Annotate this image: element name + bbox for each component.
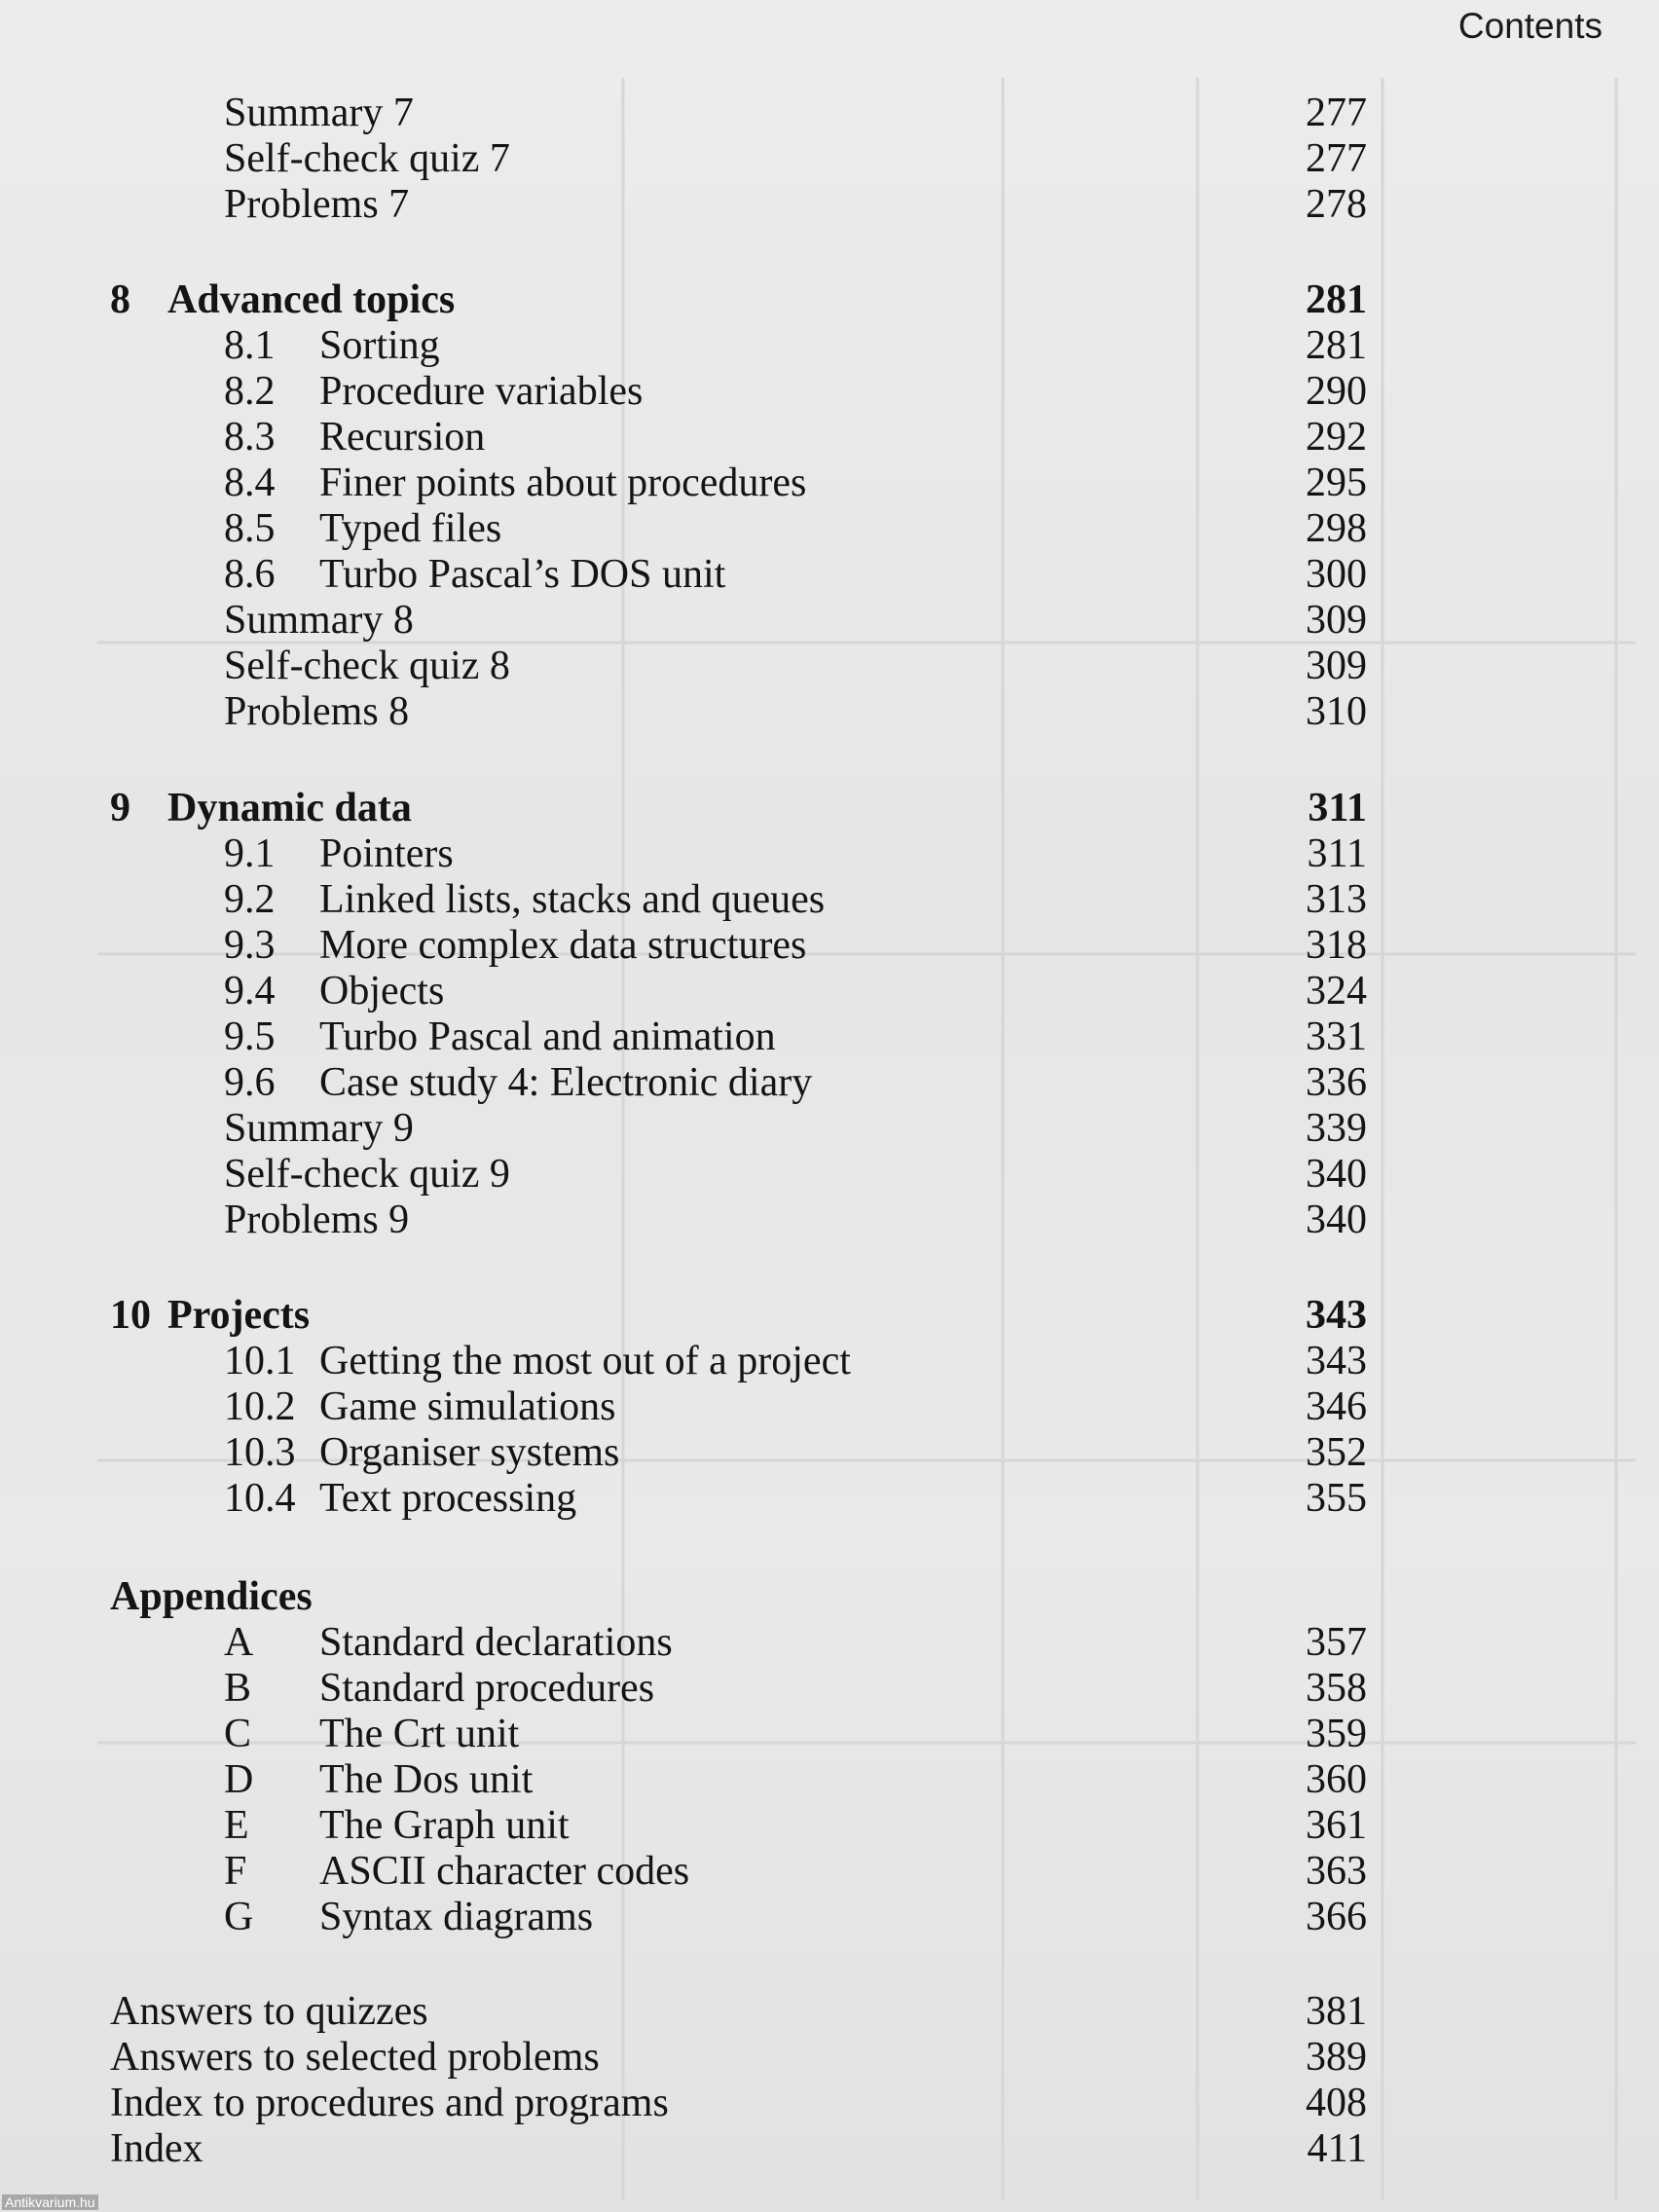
- toc-entry-page-number: 363: [1306, 1849, 1367, 1894]
- toc-entry-number: 10.2: [224, 1384, 296, 1429]
- toc-chapter-entry: [0, 276, 1659, 323]
- toc-chapter-entry: [0, 1292, 1659, 1339]
- toc-entry-number: 8.2: [224, 369, 276, 414]
- toc-entry-number: 9: [110, 786, 130, 830]
- toc-entry-page-number: 290: [1306, 369, 1367, 414]
- toc-entry-title: Self-check quiz 9: [224, 1152, 510, 1197]
- toc-entry-number: 9.4: [224, 969, 276, 1014]
- toc-section-entry: [0, 1429, 1659, 1476]
- toc-entry: [0, 135, 1659, 182]
- toc-appendix-entry: [0, 1756, 1659, 1803]
- toc-entry-number: 8.1: [224, 323, 276, 368]
- toc-entry-number: 8.3: [224, 415, 276, 460]
- toc-chapter-entry: [0, 1573, 1659, 1620]
- toc-section-entry: [0, 505, 1659, 552]
- toc-entry-number: 9.2: [224, 877, 276, 922]
- toc-entry-title: Text processing: [319, 1476, 577, 1521]
- toc-entry-title: Dynamic data: [167, 786, 412, 830]
- toc-entry-title: Projects: [167, 1293, 311, 1338]
- toc-entry-title: Objects: [319, 969, 445, 1014]
- toc-entry-page-number: 311: [1307, 831, 1367, 876]
- toc-entry-page-number: 359: [1306, 1712, 1367, 1756]
- toc-entry-page-number: 357: [1306, 1620, 1367, 1665]
- toc-entry-number: A: [224, 1620, 254, 1665]
- toc-entry-page-number: 313: [1306, 877, 1367, 922]
- toc-entry-number: 10.1: [224, 1339, 296, 1383]
- toc-entry-number: C: [224, 1712, 252, 1756]
- toc-entry-title: Summary 9: [224, 1106, 414, 1151]
- toc-entry-title: Appendices: [110, 1574, 313, 1619]
- toc-entry-title: Getting the most out of a project: [319, 1339, 851, 1383]
- toc-section-entry: [0, 1059, 1659, 1106]
- toc-entry-page-number: 292: [1306, 415, 1367, 460]
- toc-entry-number: G: [224, 1895, 254, 1939]
- toc-entry-page-number: 281: [1306, 323, 1367, 368]
- toc-entry-title: Answers to quizzes: [110, 1989, 428, 2034]
- toc-entry-page-number: 298: [1306, 506, 1367, 551]
- toc-entry-page-number: 281: [1306, 277, 1367, 322]
- toc-entry-page-number: 311: [1308, 786, 1367, 830]
- toc-entry-page-number: 309: [1306, 644, 1367, 688]
- toc-entry-page-number: 336: [1306, 1060, 1367, 1105]
- toc-entry-number: 8: [110, 277, 130, 322]
- toc-entry-page-number: 343: [1306, 1293, 1367, 1338]
- toc-entry-page-number: 411: [1307, 2126, 1367, 2171]
- toc-entry-title: Pointers: [319, 831, 454, 876]
- toc-entry-page-number: 352: [1306, 1430, 1367, 1475]
- toc-appendix-entry: [0, 1665, 1659, 1712]
- toc-entry-number: 8.5: [224, 506, 276, 551]
- toc-entry-page-number: 277: [1306, 136, 1367, 181]
- running-header: Contents: [1457, 6, 1603, 46]
- toc-entry-title: Organiser systems: [319, 1430, 620, 1475]
- toc-entry-page-number: 277: [1306, 91, 1367, 135]
- toc-appendix-entry: [0, 1894, 1659, 1940]
- toc-section-entry: [0, 1383, 1659, 1430]
- toc-entry-number: 9.1: [224, 831, 276, 876]
- toc-entry-page-number: 340: [1306, 1198, 1367, 1242]
- toc-entry-number: F: [224, 1849, 247, 1894]
- toc-entry-title: Index to procedures and programs: [110, 2081, 669, 2125]
- toc-entry-title: Turbo Pascal and animation: [319, 1014, 776, 1059]
- toc-entry-number: 9.3: [224, 923, 276, 968]
- toc-entry: [0, 643, 1659, 689]
- toc-section-entry: [0, 1338, 1659, 1384]
- toc-entry-title: Self-check quiz 7: [224, 136, 510, 181]
- toc-entry-title: Standard procedures: [319, 1666, 655, 1711]
- toc-entry-title: The Graph unit: [319, 1803, 570, 1848]
- toc-entry-number: 10: [110, 1293, 151, 1338]
- toc-entry-page-number: 361: [1306, 1803, 1367, 1848]
- toc-entry-title: Summary 8: [224, 598, 414, 643]
- toc-appendix-entry: [0, 1619, 1659, 1666]
- toc-entry-page-number: 324: [1306, 969, 1367, 1014]
- toc-section-entry: [0, 414, 1659, 461]
- toc-section-entry: [0, 1014, 1659, 1060]
- toc-entry-title: Summary 7: [224, 91, 414, 135]
- toc-entry-page-number: 318: [1306, 923, 1367, 968]
- toc-entry-title: Typed files: [319, 506, 502, 551]
- toc-entry-page-number: 278: [1306, 182, 1367, 227]
- toc-entry-title: Sorting: [319, 323, 440, 368]
- toc-entry-title: Recursion: [319, 415, 486, 460]
- toc-entry-title: Procedure variables: [319, 369, 644, 414]
- toc-entry-title: Linked lists, stacks and queues: [319, 877, 826, 922]
- toc-entry-page-number: 408: [1306, 2081, 1367, 2125]
- toc-entry-number: E: [224, 1803, 249, 1848]
- toc-entry-page-number: 381: [1306, 1989, 1367, 2034]
- toc-entry-page-number: 343: [1306, 1339, 1367, 1383]
- toc-entry-title: The Dos unit: [319, 1757, 534, 1802]
- toc-entry-title: Standard declarations: [319, 1620, 673, 1665]
- toc-appendix-entry: [0, 1802, 1659, 1849]
- toc-entry: [0, 1988, 1659, 2035]
- toc-entry-number: 10.3: [224, 1430, 296, 1475]
- toc-entry-title: Index: [110, 2126, 203, 2171]
- toc-entry: [0, 688, 1659, 735]
- toc-entry-title: Syntax diagrams: [319, 1895, 594, 1939]
- toc-entry-number: 9.5: [224, 1014, 276, 1059]
- toc-entry-page-number: 340: [1306, 1152, 1367, 1197]
- toc-entry-page-number: 300: [1306, 552, 1367, 597]
- toc-entry-number: 8.6: [224, 552, 276, 597]
- toc-entry-page-number: 309: [1306, 598, 1367, 643]
- toc-entry-page-number: 389: [1306, 2035, 1367, 2080]
- toc-section-entry: [0, 368, 1659, 415]
- toc-entry-number: 8.4: [224, 461, 276, 505]
- toc-entry-title: Game simulations: [319, 1384, 616, 1429]
- toc-entry-page-number: 355: [1306, 1476, 1367, 1521]
- toc-entry: [0, 1151, 1659, 1198]
- toc-entry-page-number: 358: [1306, 1666, 1367, 1711]
- toc-appendix-entry: [0, 1848, 1659, 1895]
- toc-entry-number: 10.4: [224, 1476, 296, 1521]
- toc-entry-title: Turbo Pascal’s DOS unit: [319, 552, 726, 597]
- toc-entry-title: Advanced topics: [167, 277, 456, 322]
- toc-entry-title: ASCII character codes: [319, 1849, 690, 1894]
- toc-entry: [0, 90, 1659, 136]
- toc-entry-number: B: [224, 1666, 252, 1711]
- toc-entry-page-number: 339: [1306, 1106, 1367, 1151]
- toc-entry-title: Problems 7: [224, 182, 410, 227]
- toc-section-entry: [0, 1475, 1659, 1522]
- toc-entry-page-number: 366: [1306, 1895, 1367, 1939]
- toc-entry-title: Case study 4: Electronic diary: [319, 1060, 813, 1105]
- toc-entry-title: Finer points about procedures: [319, 461, 807, 505]
- toc-appendix-entry: [0, 1711, 1659, 1757]
- toc-chapter-entry: [0, 785, 1659, 831]
- toc-entry-title: Problems 8: [224, 689, 410, 734]
- toc-entry-title: The Crt unit: [319, 1712, 520, 1756]
- toc-section-entry: [0, 322, 1659, 369]
- toc-entry-page-number: 331: [1306, 1014, 1367, 1059]
- toc-entry-title: Problems 9: [224, 1198, 410, 1242]
- toc-entry: [0, 2125, 1659, 2172]
- toc-entry-page-number: 295: [1306, 461, 1367, 505]
- toc-entry-title: Answers to selected problems: [110, 2035, 600, 2080]
- toc-entry: [0, 2080, 1659, 2126]
- toc-entry: [0, 181, 1659, 228]
- watermark: Antikvarium.hu: [2, 2194, 98, 2210]
- toc-section-entry: [0, 830, 1659, 877]
- toc-section-entry: [0, 876, 1659, 923]
- toc-entry-number: 9.6: [224, 1060, 276, 1105]
- toc-section-entry: [0, 968, 1659, 1014]
- toc-entry-page-number: 310: [1306, 689, 1367, 734]
- toc-entry-title: Self-check quiz 8: [224, 644, 510, 688]
- toc-entry-page-number: 346: [1306, 1384, 1367, 1429]
- toc-entry-title: More complex data structures: [319, 923, 807, 968]
- toc-entry: [0, 1197, 1659, 1243]
- toc-entry-number: D: [224, 1757, 254, 1802]
- toc-section-entry: [0, 922, 1659, 969]
- toc-entry: [0, 2034, 1659, 2081]
- toc-entry-page-number: 360: [1306, 1757, 1367, 1802]
- toc-entry: [0, 1105, 1659, 1152]
- toc-section-entry: [0, 460, 1659, 506]
- toc-entry: [0, 597, 1659, 644]
- toc-section-entry: [0, 551, 1659, 598]
